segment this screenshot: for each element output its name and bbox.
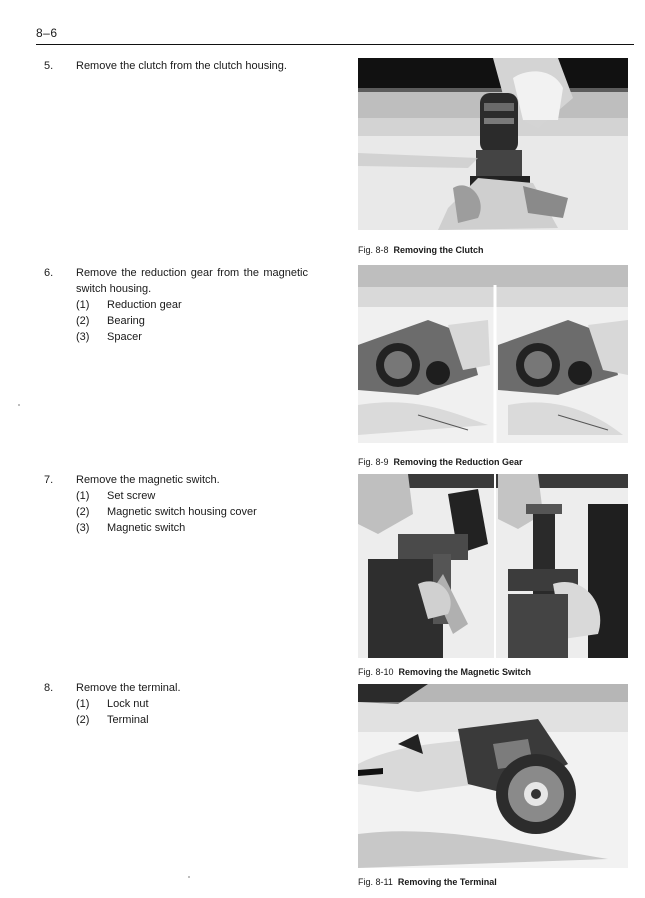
item-label: Set screw	[107, 490, 156, 502]
figure-title: Removing the Clutch	[393, 245, 484, 255]
item-number: (3)	[76, 522, 90, 534]
list-item	[76, 696, 308, 712]
item-number: (2)	[76, 315, 90, 327]
step-number: 7.	[44, 474, 54, 486]
list-item	[76, 520, 308, 536]
step-number: 5.	[44, 60, 54, 72]
list-item	[76, 313, 308, 329]
list-item	[76, 712, 308, 728]
step-text: Remove the reduction gear from the magnetic switch housing.	[76, 267, 308, 295]
list-item	[76, 297, 308, 313]
figure-title: Removing the Reduction Gear	[393, 457, 523, 467]
scan-speck	[188, 876, 190, 878]
item-number: (3)	[76, 331, 90, 343]
figure-8-10	[358, 474, 628, 680]
step-text: Remove the terminal.	[76, 682, 181, 694]
figure-caption	[358, 877, 497, 887]
item-label: Magnetic switch	[107, 522, 186, 534]
photo-removing-magnetic-switch	[358, 474, 628, 658]
item-number: (1)	[76, 299, 90, 311]
figure-number: Fig. 8-9	[358, 457, 389, 467]
part-list	[76, 696, 308, 728]
figure-8-8	[358, 58, 628, 260]
figure-number: Fig. 8-8	[358, 245, 389, 255]
item-label: Lock nut	[107, 698, 149, 710]
figure-8-9	[358, 265, 628, 467]
figure-caption	[358, 457, 523, 467]
figure-number: Fig. 8-11	[358, 877, 393, 887]
item-number: (1)	[76, 490, 90, 502]
photo-removing-terminal	[358, 684, 628, 868]
item-number: (1)	[76, 698, 90, 710]
item-label: Magnetic switch housing cover	[107, 506, 257, 518]
figure-title: Removing the Terminal	[397, 877, 497, 887]
step-text: Remove the magnetic switch.	[76, 474, 220, 486]
step-number: 6.	[44, 267, 54, 279]
photo-removing-clutch	[358, 58, 628, 230]
scan-speck	[18, 404, 20, 406]
figure-number: Fig. 8-10	[358, 667, 394, 677]
list-item	[76, 488, 308, 504]
header-rule	[36, 44, 634, 45]
step-5	[36, 58, 308, 74]
figure-caption	[358, 245, 484, 255]
step-number: 8.	[44, 682, 54, 694]
step-6	[36, 265, 308, 345]
item-number: (2)	[76, 506, 90, 518]
step-7	[36, 472, 308, 536]
photo-removing-reduction-gear	[358, 265, 628, 443]
step-8	[36, 680, 308, 728]
step-text: Remove the clutch from the clutch housing.	[76, 60, 287, 72]
item-label: Reduction gear	[107, 299, 182, 311]
figure-caption	[358, 667, 531, 677]
item-label: Spacer	[107, 331, 142, 343]
part-list	[76, 488, 308, 536]
item-number: (2)	[76, 714, 90, 726]
list-item	[76, 329, 308, 345]
list-item	[76, 504, 308, 520]
item-label: Bearing	[107, 315, 145, 327]
item-label: Terminal	[107, 714, 149, 726]
figure-title: Removing the Magnetic Switch	[398, 667, 532, 677]
page-number: 8–6	[36, 26, 58, 40]
figure-8-11	[358, 684, 628, 890]
part-list	[76, 297, 308, 345]
